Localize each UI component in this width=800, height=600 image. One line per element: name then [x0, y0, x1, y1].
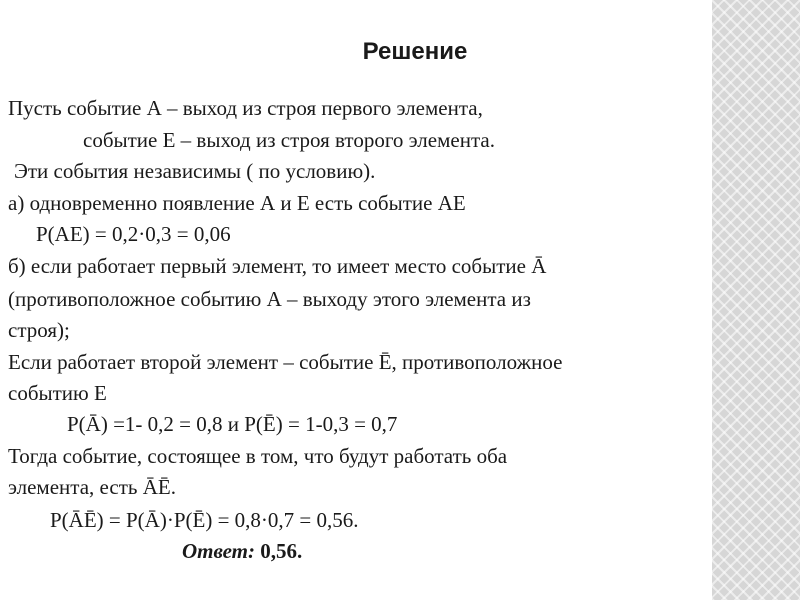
- text-line: Эти события независимы ( по условию).: [14, 159, 376, 183]
- slide-title: Решение: [362, 38, 468, 65]
- text-line: Тогда событие, состоящее в том, что будут работать оба: [8, 444, 508, 468]
- formula-line: Р(АЕ) = 0,2·0,3 = 0,06: [36, 222, 231, 246]
- text-line: Если работает второй элемент – событие Ē, противоположное: [8, 350, 563, 374]
- decorative-side-panel: [712, 0, 800, 600]
- text-line: Пусть событие А – выход из строя первого элемента,: [8, 96, 483, 120]
- answer-value: 0,56.: [260, 539, 303, 563]
- text-line: б) если работает первый элемент, то имеет место событие Ā: [8, 254, 547, 278]
- answer-label: Ответ:: [182, 539, 255, 563]
- formula-line: Р(Ā) =1- 0,2 = 0,8 и Р(Ē) = 1-0,3 = 0,7: [67, 412, 398, 436]
- text-line: строя);: [8, 318, 70, 342]
- answer-line: [182, 541, 302, 562]
- text-line: элемента, есть ĀĒ.: [8, 475, 176, 499]
- formula-line: Р(ĀĒ) = Р(Ā)·Р(Ē) = 0,8·0,7 = 0,56.: [50, 508, 359, 532]
- text-line: а) одновременно появление А и Е есть событие АЕ: [8, 191, 466, 215]
- text-line: событие Е – выход из строя второго элемента.: [83, 128, 495, 152]
- text-line: (противоположное событию А – выходу этого элемента из: [8, 287, 531, 311]
- text-line: событию Е: [8, 381, 107, 405]
